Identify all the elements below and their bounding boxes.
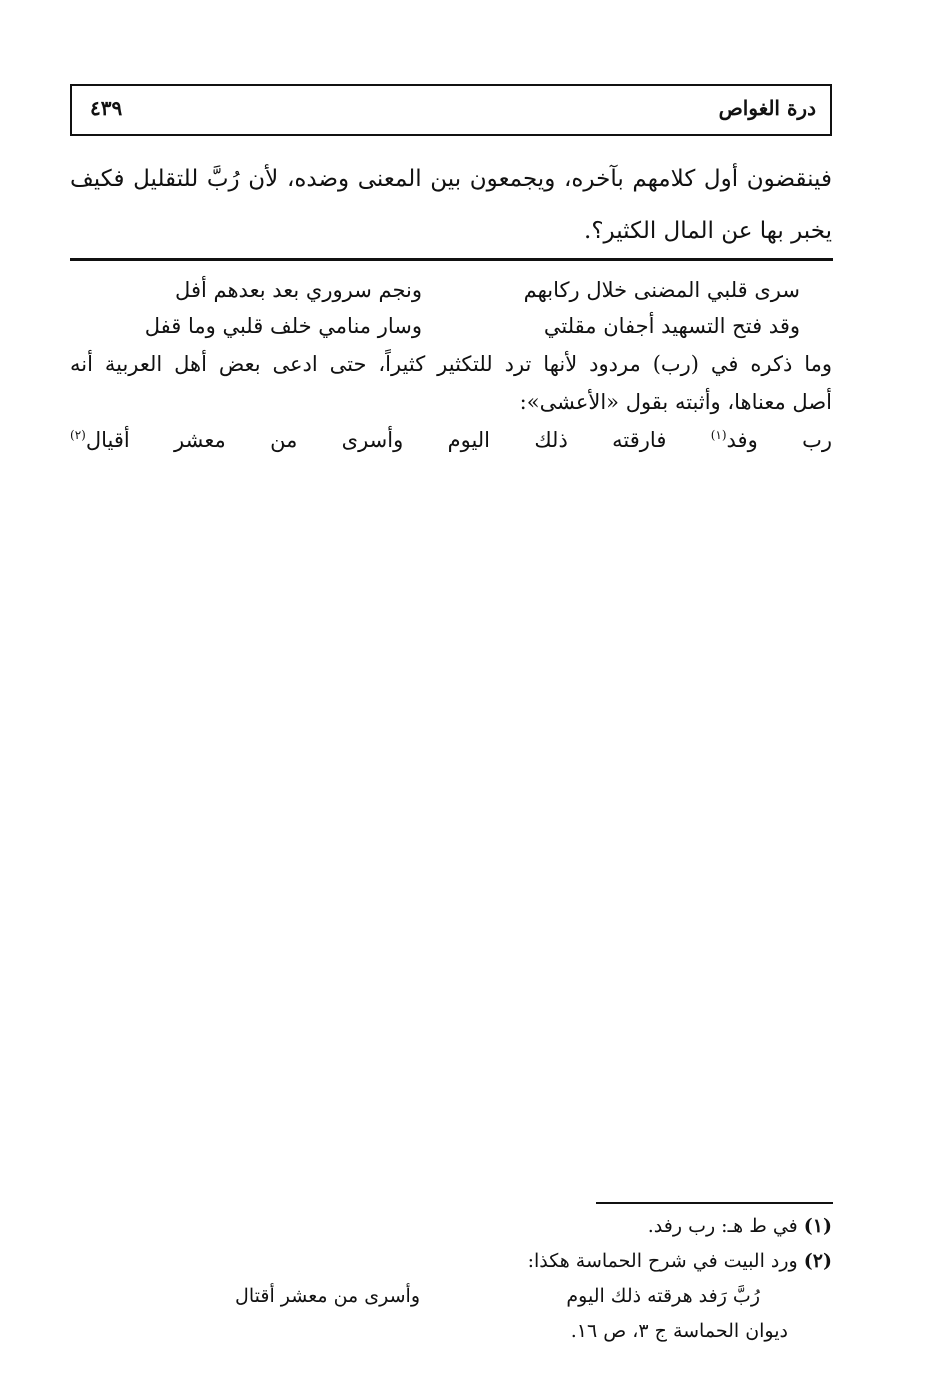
intro-line-2: يخبر بها عن المال الكثير؟. xyxy=(584,218,832,244)
footnote-2-verse-second: وأسرى من معشر أقتال xyxy=(235,1285,420,1307)
page-number: ٤٣٩ xyxy=(90,96,123,120)
footnote-1-number: (١) xyxy=(803,1215,832,1237)
footnote-divider xyxy=(596,1202,833,1204)
prose-line-2: أصل معناها، وأثبته بقول «الأعشى»: xyxy=(519,390,832,414)
footnote-ref-2: (٢) xyxy=(70,428,86,442)
footnote-1 xyxy=(648,1215,832,1237)
verse-2-first-hemistich: وقد فتح التسهيد أجفان مقلتي xyxy=(543,314,800,338)
footnote-2-number: (٢) xyxy=(803,1250,832,1272)
running-header xyxy=(70,84,832,136)
footnote-ref-1: (١) xyxy=(710,428,727,442)
prose-line-1: وما ذكره في (رب) مردود لأنها ترد للتكثير كثيراً، حتى ادعى بعض أهل العربية أنه xyxy=(70,352,832,376)
cited-verse-rest: فارقته ذلك اليوم وأسرى من معشر أقيال xyxy=(85,428,667,452)
cited-verse xyxy=(70,428,832,452)
footnote-2-source: ديوان الحماسة ج ٣، ص ١٦. xyxy=(570,1320,788,1342)
intro-line-1: فينقضون أول كلامهم بآخره، ويجمعون بين المعنى وضده، لأن رُبَّ للتقليل فكيف xyxy=(70,166,832,192)
verse-1-second-hemistich: ونجم سروري بعد بعدهم أفل xyxy=(175,278,422,302)
cited-verse-start: رب وفد xyxy=(726,428,832,452)
footnote-2 xyxy=(528,1250,832,1272)
verse-1-first-hemistich: سرى قلبي المضنى خلال ركابهم xyxy=(523,278,800,302)
running-title: درة الغواص xyxy=(718,96,816,120)
section-divider xyxy=(70,258,833,261)
verse-2-second-hemistich: وسار منامي خلف قلبي وما قفل xyxy=(144,314,422,338)
footnote-2-verse-first: رُبَّ رَفد هرقته ذلك اليوم xyxy=(566,1285,760,1307)
footnote-2-text: ورد البيت في شرح الحماسة هكذا: xyxy=(527,1250,798,1272)
footnote-1-text: في ط هـ: رب رفد. xyxy=(647,1215,798,1237)
